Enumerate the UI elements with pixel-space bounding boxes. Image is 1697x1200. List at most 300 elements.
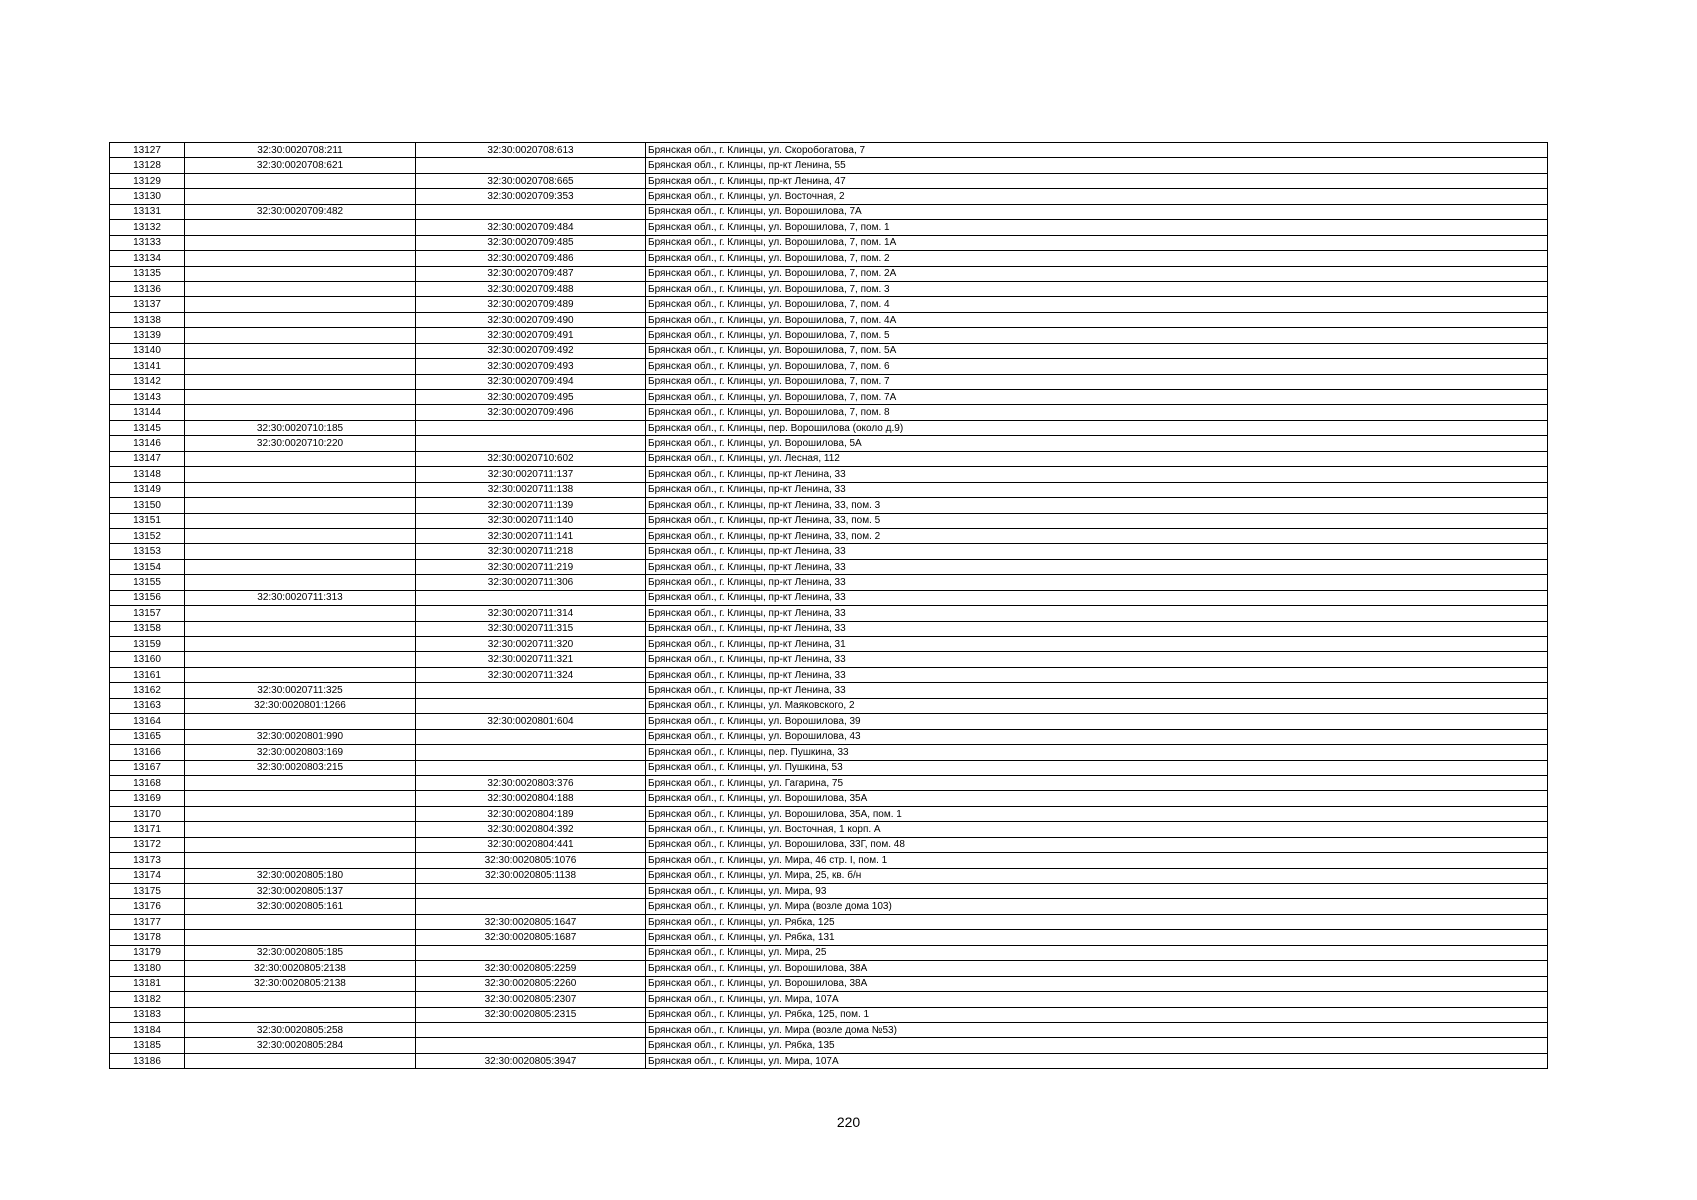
address-cell: Брянская обл., г. Клинцы, ул. Ворошилова, 7А (646, 204, 1548, 219)
building-cadastral-cell (185, 498, 416, 513)
premises-cadastral-cell: 32:30:0020709:484 (416, 220, 646, 235)
building-cadastral-cell (185, 714, 416, 729)
address-cell: Брянская обл., г. Клинцы, ул. Ворошилова, 7, пом. 1А (646, 235, 1548, 250)
row-number-cell: 13151 (110, 513, 185, 528)
building-cadastral-cell (185, 559, 416, 574)
building-cadastral-cell (185, 528, 416, 543)
premises-cadastral-cell (416, 1038, 646, 1053)
address-cell: Брянская обл., г. Клинцы, пр-кт Ленина, 33 (646, 467, 1548, 482)
table-row (110, 436, 1548, 451)
address-cell: Брянская обл., г. Клинцы, ул. Ворошилова, 7, пом. 5 (646, 328, 1548, 343)
address-cell: Брянская обл., г. Клинцы, ул. Мира (возле дома №53) (646, 1022, 1548, 1037)
row-number-cell: 13159 (110, 637, 185, 652)
premises-cadastral-cell (416, 683, 646, 698)
page-number: 220 (836, 1114, 861, 1130)
address-cell: Брянская обл., г. Клинцы, ул. Пушкина, 53 (646, 760, 1548, 775)
table-row (110, 837, 1548, 852)
building-cadastral-cell (185, 791, 416, 806)
premises-cadastral-cell: 32:30:0020709:486 (416, 251, 646, 266)
table-row (110, 884, 1548, 899)
row-number-cell: 13149 (110, 482, 185, 497)
row-number-cell: 13133 (110, 235, 185, 250)
table-row (110, 266, 1548, 281)
table-row (110, 220, 1548, 235)
premises-cadastral-cell (416, 899, 646, 914)
premises-cadastral-cell: 32:30:0020709:489 (416, 297, 646, 312)
building-cadastral-cell (185, 621, 416, 636)
row-number-cell: 13164 (110, 714, 185, 729)
building-cadastral-cell: 32:30:0020805:137 (185, 884, 416, 899)
building-cadastral-cell (185, 266, 416, 281)
address-cell: Брянская обл., г. Клинцы, ул. Восточная, 1 корп. А (646, 822, 1548, 837)
premises-cadastral-cell: 32:30:0020711:138 (416, 482, 646, 497)
row-number-cell: 13160 (110, 652, 185, 667)
table-row (110, 528, 1548, 543)
table-row (110, 420, 1548, 435)
row-number-cell: 13129 (110, 173, 185, 188)
table-row (110, 173, 1548, 188)
table-row (110, 544, 1548, 559)
row-number-cell: 13141 (110, 359, 185, 374)
premises-cadastral-cell (416, 884, 646, 899)
row-number-cell: 13127 (110, 143, 185, 158)
premises-cadastral-cell: 32:30:0020708:613 (416, 143, 646, 158)
address-cell: Брянская обл., г. Клинцы, ул. Скоробогатова, 7 (646, 143, 1548, 158)
building-cadastral-cell (185, 667, 416, 682)
address-cell: Брянская обл., г. Клинцы, ул. Маяковского, 2 (646, 698, 1548, 713)
table-row (110, 930, 1548, 945)
premises-cadastral-cell: 32:30:0020709:353 (416, 189, 646, 204)
row-number-cell: 13162 (110, 683, 185, 698)
table-row (110, 698, 1548, 713)
address-cell: Брянская обл., г. Клинцы, ул. Рябка, 125 (646, 914, 1548, 929)
building-cadastral-cell (185, 235, 416, 250)
table-row (110, 482, 1548, 497)
building-cadastral-cell (185, 822, 416, 837)
premises-cadastral-cell: 32:30:0020711:139 (416, 498, 646, 513)
premises-cadastral-cell: 32:30:0020804:188 (416, 791, 646, 806)
table-row (110, 791, 1548, 806)
building-cadastral-cell: 32:30:0020710:220 (185, 436, 416, 451)
building-cadastral-cell (185, 189, 416, 204)
address-cell: Брянская обл., г. Клинцы, ул. Ворошилова, 35А (646, 791, 1548, 806)
premises-cadastral-cell: 32:30:0020709:487 (416, 266, 646, 281)
address-cell: Брянская обл., г. Клинцы, ул. Ворошилова, 35А, пом. 1 (646, 806, 1548, 821)
building-cadastral-cell: 32:30:0020801:990 (185, 729, 416, 744)
premises-cadastral-cell (416, 590, 646, 605)
address-cell: Брянская обл., г. Клинцы, ул. Гагарина, 75 (646, 775, 1548, 790)
building-cadastral-cell (185, 837, 416, 852)
premises-cadastral-cell: 32:30:0020709:488 (416, 281, 646, 296)
row-number-cell: 13139 (110, 328, 185, 343)
table-row (110, 806, 1548, 821)
row-number-cell: 13186 (110, 1053, 185, 1068)
row-number-cell: 13168 (110, 775, 185, 790)
row-number-cell: 13132 (110, 220, 185, 235)
premises-cadastral-cell: 32:30:0020709:491 (416, 328, 646, 343)
building-cadastral-cell: 32:30:0020710:185 (185, 420, 416, 435)
address-cell: Брянская обл., г. Клинцы, ул. Мира, 25 (646, 945, 1548, 960)
table-row (110, 652, 1548, 667)
address-cell: Брянская обл., г. Клинцы, ул. Ворошилова, 7, пом. 4 (646, 297, 1548, 312)
premises-cadastral-cell (416, 1022, 646, 1037)
table-row (110, 637, 1548, 652)
address-cell: Брянская обл., г. Клинцы, ул. Мира, 93 (646, 884, 1548, 899)
table-row (110, 621, 1548, 636)
row-number-cell: 13148 (110, 467, 185, 482)
address-cell: Брянская обл., г. Клинцы, пр-кт Ленина, 33 (646, 606, 1548, 621)
premises-cadastral-cell: 32:30:0020804:441 (416, 837, 646, 852)
table-row (110, 745, 1548, 760)
row-number-cell: 13138 (110, 312, 185, 327)
premises-cadastral-cell: 32:30:0020804:392 (416, 822, 646, 837)
premises-cadastral-cell: 32:30:0020709:496 (416, 405, 646, 420)
row-number-cell: 13150 (110, 498, 185, 513)
premises-cadastral-cell: 32:30:0020805:1138 (416, 868, 646, 883)
premises-cadastral-cell (416, 204, 646, 219)
table-row (110, 513, 1548, 528)
table-row (110, 1007, 1548, 1022)
address-cell: Брянская обл., г. Клинцы, пр-кт Ленина, 31 (646, 637, 1548, 652)
building-cadastral-cell (185, 652, 416, 667)
address-cell: Брянская обл., г. Клинцы, пр-кт Ленина, 33, пом. 2 (646, 528, 1548, 543)
address-cell: Брянская обл., г. Клинцы, ул. Мира, 107А (646, 992, 1548, 1007)
premises-cadastral-cell: 32:30:0020801:604 (416, 714, 646, 729)
registry-table-body (110, 143, 1548, 1069)
premises-cadastral-cell (416, 158, 646, 173)
address-cell: Брянская обл., г. Клинцы, ул. Восточная, 2 (646, 189, 1548, 204)
premises-cadastral-cell (416, 698, 646, 713)
premises-cadastral-cell: 32:30:0020803:376 (416, 775, 646, 790)
building-cadastral-cell (185, 513, 416, 528)
building-cadastral-cell: 32:30:0020708:621 (185, 158, 416, 173)
table-row (110, 899, 1548, 914)
address-cell: Брянская обл., г. Клинцы, пр-кт Ленина, 33 (646, 544, 1548, 559)
premises-cadastral-cell (416, 745, 646, 760)
address-cell: Брянская обл., г. Клинцы, ул. Ворошилова, 33Г, пом. 48 (646, 837, 1548, 852)
address-cell: Брянская обл., г. Клинцы, пер. Ворошилова (около д.9) (646, 420, 1548, 435)
row-number-cell: 13185 (110, 1038, 185, 1053)
building-cadastral-cell (185, 544, 416, 559)
row-number-cell: 13146 (110, 436, 185, 451)
building-cadastral-cell (185, 173, 416, 188)
building-cadastral-cell (185, 405, 416, 420)
building-cadastral-cell: 32:30:0020711:325 (185, 683, 416, 698)
address-cell: Брянская обл., г. Клинцы, ул. Мира, 46 стр. I, пом. 1 (646, 853, 1548, 868)
premises-cadastral-cell: 32:30:0020711:314 (416, 606, 646, 621)
address-cell: Брянская обл., г. Клинцы, ул. Ворошилова, 7, пом. 1 (646, 220, 1548, 235)
row-number-cell: 13130 (110, 189, 185, 204)
table-row (110, 498, 1548, 513)
building-cadastral-cell: 32:30:0020805:2138 (185, 976, 416, 991)
address-cell: Брянская обл., г. Клинцы, ул. Лесная, 112 (646, 451, 1548, 466)
building-cadastral-cell: 32:30:0020805:2138 (185, 961, 416, 976)
building-cadastral-cell (185, 606, 416, 621)
premises-cadastral-cell: 32:30:0020711:315 (416, 621, 646, 636)
table-row (110, 251, 1548, 266)
address-cell: Брянская обл., г. Клинцы, пр-кт Ленина, 33 (646, 482, 1548, 497)
premises-cadastral-cell: 32:30:0020805:2259 (416, 961, 646, 976)
table-row (110, 158, 1548, 173)
row-number-cell: 13140 (110, 343, 185, 358)
row-number-cell: 13145 (110, 420, 185, 435)
premises-cadastral-cell: 32:30:0020805:1076 (416, 853, 646, 868)
address-cell: Брянская обл., г. Клинцы, ул. Ворошилова, 7, пом. 3 (646, 281, 1548, 296)
row-number-cell: 13153 (110, 544, 185, 559)
row-number-cell: 13142 (110, 374, 185, 389)
premises-cadastral-cell: 32:30:0020805:2260 (416, 976, 646, 991)
row-number-cell: 13172 (110, 837, 185, 852)
row-number-cell: 13137 (110, 297, 185, 312)
table-row (110, 451, 1548, 466)
address-cell: Брянская обл., г. Клинцы, ул. Ворошилова, 7, пом. 2 (646, 251, 1548, 266)
building-cadastral-cell (185, 281, 416, 296)
building-cadastral-cell (185, 992, 416, 1007)
premises-cadastral-cell: 32:30:0020711:306 (416, 575, 646, 590)
building-cadastral-cell (185, 297, 416, 312)
building-cadastral-cell (185, 575, 416, 590)
table-row (110, 729, 1548, 744)
row-number-cell: 13169 (110, 791, 185, 806)
premises-cadastral-cell: 32:30:0020708:665 (416, 173, 646, 188)
address-cell: Брянская обл., г. Клинцы, пр-кт Ленина, 33 (646, 559, 1548, 574)
row-number-cell: 13154 (110, 559, 185, 574)
table-row (110, 374, 1548, 389)
address-cell: Брянская обл., г. Клинцы, ул. Ворошилова, 7, пом. 8 (646, 405, 1548, 420)
building-cadastral-cell: 32:30:0020805:180 (185, 868, 416, 883)
table-row (110, 760, 1548, 775)
row-number-cell: 13143 (110, 390, 185, 405)
building-cadastral-cell (185, 1053, 416, 1068)
table-row (110, 1038, 1548, 1053)
row-number-cell: 13179 (110, 945, 185, 960)
row-number-cell: 13166 (110, 745, 185, 760)
building-cadastral-cell: 32:30:0020711:313 (185, 590, 416, 605)
table-row (110, 405, 1548, 420)
address-cell: Брянская обл., г. Клинцы, пр-кт Ленина, 47 (646, 173, 1548, 188)
row-number-cell: 13175 (110, 884, 185, 899)
row-number-cell: 13170 (110, 806, 185, 821)
building-cadastral-cell (185, 914, 416, 929)
row-number-cell: 13161 (110, 667, 185, 682)
building-cadastral-cell: 32:30:0020709:482 (185, 204, 416, 219)
address-cell: Брянская обл., г. Клинцы, ул. Мира, 25, кв. б/н (646, 868, 1548, 883)
building-cadastral-cell (185, 328, 416, 343)
row-number-cell: 13178 (110, 930, 185, 945)
table-row (110, 312, 1548, 327)
building-cadastral-cell (185, 806, 416, 821)
row-number-cell: 13183 (110, 1007, 185, 1022)
building-cadastral-cell: 32:30:0020803:215 (185, 760, 416, 775)
address-cell: Брянская обл., г. Клинцы, ул. Мира (возле дома 103) (646, 899, 1548, 914)
premises-cadastral-cell: 32:30:0020709:490 (416, 312, 646, 327)
address-cell: Брянская обл., г. Клинцы, ул. Рябка, 125, пом. 1 (646, 1007, 1548, 1022)
address-cell: Брянская обл., г. Клинцы, пер. Пушкина, 33 (646, 745, 1548, 760)
table-row (110, 143, 1548, 158)
address-cell: Брянская обл., г. Клинцы, ул. Ворошилова, 39 (646, 714, 1548, 729)
table-row (110, 868, 1548, 883)
row-number-cell: 13163 (110, 698, 185, 713)
address-cell: Брянская обл., г. Клинцы, пр-кт Ленина, 33 (646, 652, 1548, 667)
table-row (110, 281, 1548, 296)
building-cadastral-cell (185, 930, 416, 945)
row-number-cell: 13134 (110, 251, 185, 266)
address-cell: Брянская обл., г. Клинцы, ул. Ворошилова, 7, пом. 7 (646, 374, 1548, 389)
table-row (110, 914, 1548, 929)
premises-cadastral-cell: 32:30:0020711:321 (416, 652, 646, 667)
building-cadastral-cell: 32:30:0020708:211 (185, 143, 416, 158)
premises-cadastral-cell: 32:30:0020711:219 (416, 559, 646, 574)
building-cadastral-cell: 32:30:0020805:185 (185, 945, 416, 960)
row-number-cell: 13182 (110, 992, 185, 1007)
premises-cadastral-cell (416, 436, 646, 451)
building-cadastral-cell (185, 1007, 416, 1022)
address-cell: Брянская обл., г. Клинцы, ул. Ворошилова, 7, пом. 7А (646, 390, 1548, 405)
premises-cadastral-cell: 32:30:0020711:137 (416, 467, 646, 482)
building-cadastral-cell (185, 312, 416, 327)
premises-cadastral-cell: 32:30:0020805:3947 (416, 1053, 646, 1068)
building-cadastral-cell (185, 775, 416, 790)
premises-cadastral-cell: 32:30:0020805:1647 (416, 914, 646, 929)
address-cell: Брянская обл., г. Клинцы, ул. Ворошилова, 43 (646, 729, 1548, 744)
premises-cadastral-cell: 32:30:0020709:493 (416, 359, 646, 374)
premises-cadastral-cell: 32:30:0020805:1687 (416, 930, 646, 945)
table-row (110, 945, 1548, 960)
premises-cadastral-cell (416, 760, 646, 775)
premises-cadastral-cell: 32:30:0020711:140 (416, 513, 646, 528)
row-number-cell: 13128 (110, 158, 185, 173)
table-row (110, 390, 1548, 405)
row-number-cell: 13157 (110, 606, 185, 621)
table-row (110, 853, 1548, 868)
address-cell: Брянская обл., г. Клинцы, пр-кт Ленина, 33 (646, 575, 1548, 590)
row-number-cell: 13147 (110, 451, 185, 466)
building-cadastral-cell: 32:30:0020805:258 (185, 1022, 416, 1037)
building-cadastral-cell (185, 374, 416, 389)
premises-cadastral-cell: 32:30:0020709:494 (416, 374, 646, 389)
row-number-cell: 13180 (110, 961, 185, 976)
address-cell: Брянская обл., г. Клинцы, ул. Рябка, 131 (646, 930, 1548, 945)
table-row (110, 667, 1548, 682)
table-row (110, 1053, 1548, 1068)
row-number-cell: 13165 (110, 729, 185, 744)
building-cadastral-cell (185, 467, 416, 482)
address-cell: Брянская обл., г. Клинцы, пр-кт Ленина, 33, пом. 5 (646, 513, 1548, 528)
premises-cadastral-cell (416, 729, 646, 744)
row-number-cell: 13156 (110, 590, 185, 605)
address-cell: Брянская обл., г. Клинцы, ул. Ворошилова, 38А (646, 976, 1548, 991)
row-number-cell: 13152 (110, 528, 185, 543)
building-cadastral-cell (185, 220, 416, 235)
table-row (110, 343, 1548, 358)
premises-cadastral-cell: 32:30:0020804:189 (416, 806, 646, 821)
row-number-cell: 13176 (110, 899, 185, 914)
building-cadastral-cell: 32:30:0020801:1266 (185, 698, 416, 713)
building-cadastral-cell: 32:30:0020805:161 (185, 899, 416, 914)
building-cadastral-cell (185, 359, 416, 374)
address-cell: Брянская обл., г. Клинцы, пр-кт Ленина, 33 (646, 667, 1548, 682)
table-row (110, 328, 1548, 343)
row-number-cell: 13135 (110, 266, 185, 281)
table-row (110, 775, 1548, 790)
premises-cadastral-cell: 32:30:0020711:141 (416, 528, 646, 543)
table-row (110, 1022, 1548, 1037)
premises-cadastral-cell: 32:30:0020711:320 (416, 637, 646, 652)
address-cell: Брянская обл., г. Клинцы, пр-кт Ленина, 33 (646, 590, 1548, 605)
table-row (110, 992, 1548, 1007)
building-cadastral-cell (185, 853, 416, 868)
building-cadastral-cell (185, 451, 416, 466)
premises-cadastral-cell: 32:30:0020709:495 (416, 390, 646, 405)
address-cell: Брянская обл., г. Клинцы, пр-кт Ленина, 33, пом. 3 (646, 498, 1548, 513)
table-row (110, 467, 1548, 482)
registry-table (109, 142, 1548, 1069)
table-row (110, 559, 1548, 574)
table-row (110, 976, 1548, 991)
table-row (110, 235, 1548, 250)
building-cadastral-cell (185, 251, 416, 266)
premises-cadastral-cell (416, 420, 646, 435)
row-number-cell: 13136 (110, 281, 185, 296)
row-number-cell: 13174 (110, 868, 185, 883)
address-cell: Брянская обл., г. Клинцы, пр-кт Ленина, 55 (646, 158, 1548, 173)
address-cell: Брянская обл., г. Клинцы, ул. Ворошилова, 38А (646, 961, 1548, 976)
address-cell: Брянская обл., г. Клинцы, ул. Ворошилова, 7, пом. 2А (646, 266, 1548, 281)
row-number-cell: 13173 (110, 853, 185, 868)
premises-cadastral-cell: 32:30:0020711:218 (416, 544, 646, 559)
address-cell: Брянская обл., г. Клинцы, пр-кт Ленина, 33 (646, 621, 1548, 636)
address-cell: Брянская обл., г. Клинцы, ул. Мира, 107А (646, 1053, 1548, 1068)
premises-cadastral-cell (416, 945, 646, 960)
premises-cadastral-cell: 32:30:0020711:324 (416, 667, 646, 682)
row-number-cell: 13181 (110, 976, 185, 991)
table-row (110, 683, 1548, 698)
premises-cadastral-cell: 32:30:0020805:2315 (416, 1007, 646, 1022)
building-cadastral-cell: 32:30:0020803:169 (185, 745, 416, 760)
address-cell: Брянская обл., г. Клинцы, ул. Ворошилова, 7, пом. 6 (646, 359, 1548, 374)
table-row (110, 961, 1548, 976)
address-cell: Брянская обл., г. Клинцы, ул. Ворошилова, 7, пом. 4А (646, 312, 1548, 327)
row-number-cell: 13158 (110, 621, 185, 636)
table-row (110, 204, 1548, 219)
table-row (110, 590, 1548, 605)
table-row (110, 714, 1548, 729)
table-row (110, 606, 1548, 621)
table-row (110, 359, 1548, 374)
building-cadastral-cell (185, 343, 416, 358)
building-cadastral-cell (185, 390, 416, 405)
row-number-cell: 13131 (110, 204, 185, 219)
premises-cadastral-cell: 32:30:0020709:485 (416, 235, 646, 250)
row-number-cell: 13184 (110, 1022, 185, 1037)
row-number-cell: 13144 (110, 405, 185, 420)
premises-cadastral-cell: 32:30:0020805:2307 (416, 992, 646, 1007)
building-cadastral-cell: 32:30:0020805:284 (185, 1038, 416, 1053)
row-number-cell: 13177 (110, 914, 185, 929)
row-number-cell: 13167 (110, 760, 185, 775)
address-cell: Брянская обл., г. Клинцы, пр-кт Ленина, 33 (646, 683, 1548, 698)
table-row (110, 822, 1548, 837)
table-row (110, 189, 1548, 204)
premises-cadastral-cell: 32:30:0020710:602 (416, 451, 646, 466)
table-row (110, 575, 1548, 590)
building-cadastral-cell (185, 482, 416, 497)
address-cell: Брянская обл., г. Клинцы, ул. Ворошилова, 7, пом. 5А (646, 343, 1548, 358)
row-number-cell: 13155 (110, 575, 185, 590)
table-row (110, 297, 1548, 312)
building-cadastral-cell (185, 637, 416, 652)
row-number-cell: 13171 (110, 822, 185, 837)
